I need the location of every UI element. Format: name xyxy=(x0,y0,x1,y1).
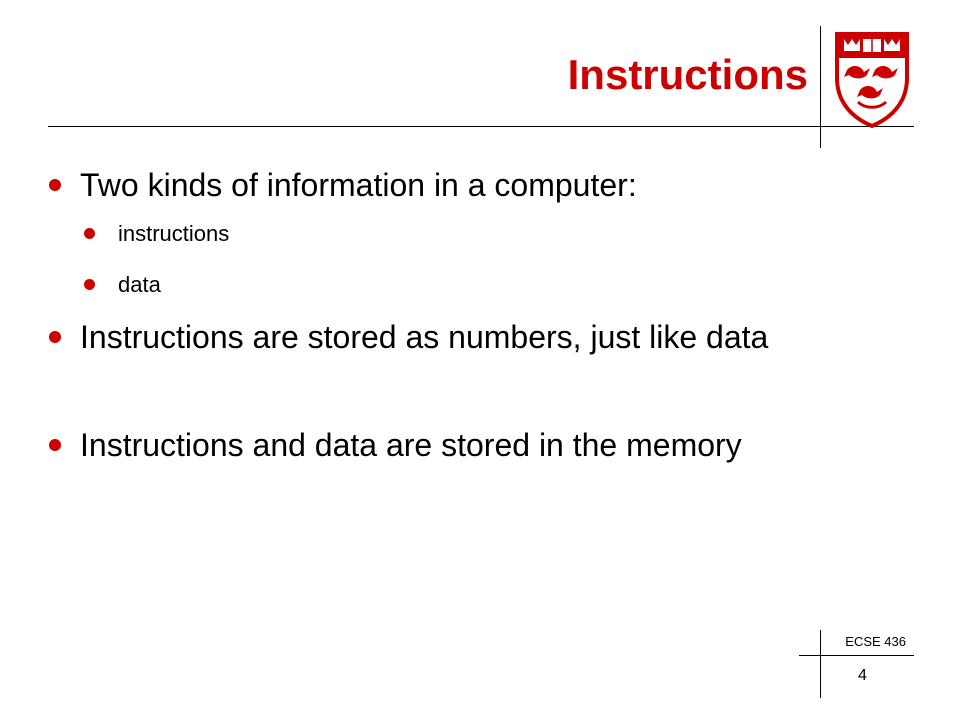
footer-divider-horizontal xyxy=(799,655,914,656)
course-code: ECSE 436 xyxy=(845,634,906,649)
bullet-text: Two kinds of information in a computer: xyxy=(80,167,637,203)
footer-divider-vertical xyxy=(820,630,821,698)
bullet-text: Instructions are stored as numbers, just like data xyxy=(80,319,769,355)
bullet-item xyxy=(80,426,880,464)
slide-title: Instructions xyxy=(567,51,808,98)
bullet-icon xyxy=(84,279,95,290)
sub-bullet-item xyxy=(118,220,818,248)
bullet-text: data xyxy=(118,272,161,297)
bullet-text: instructions xyxy=(118,221,230,246)
page-number: 4 xyxy=(858,667,867,684)
bullet-icon xyxy=(84,228,95,239)
bullet-item xyxy=(80,318,880,356)
sub-bullet-item xyxy=(118,271,818,299)
bullet-item xyxy=(80,166,880,204)
bullet-icon xyxy=(49,179,61,191)
bullet-text: Instructions and data are stored in the memory xyxy=(80,427,742,463)
bullet-icon xyxy=(49,439,61,451)
bullet-icon xyxy=(49,331,61,343)
